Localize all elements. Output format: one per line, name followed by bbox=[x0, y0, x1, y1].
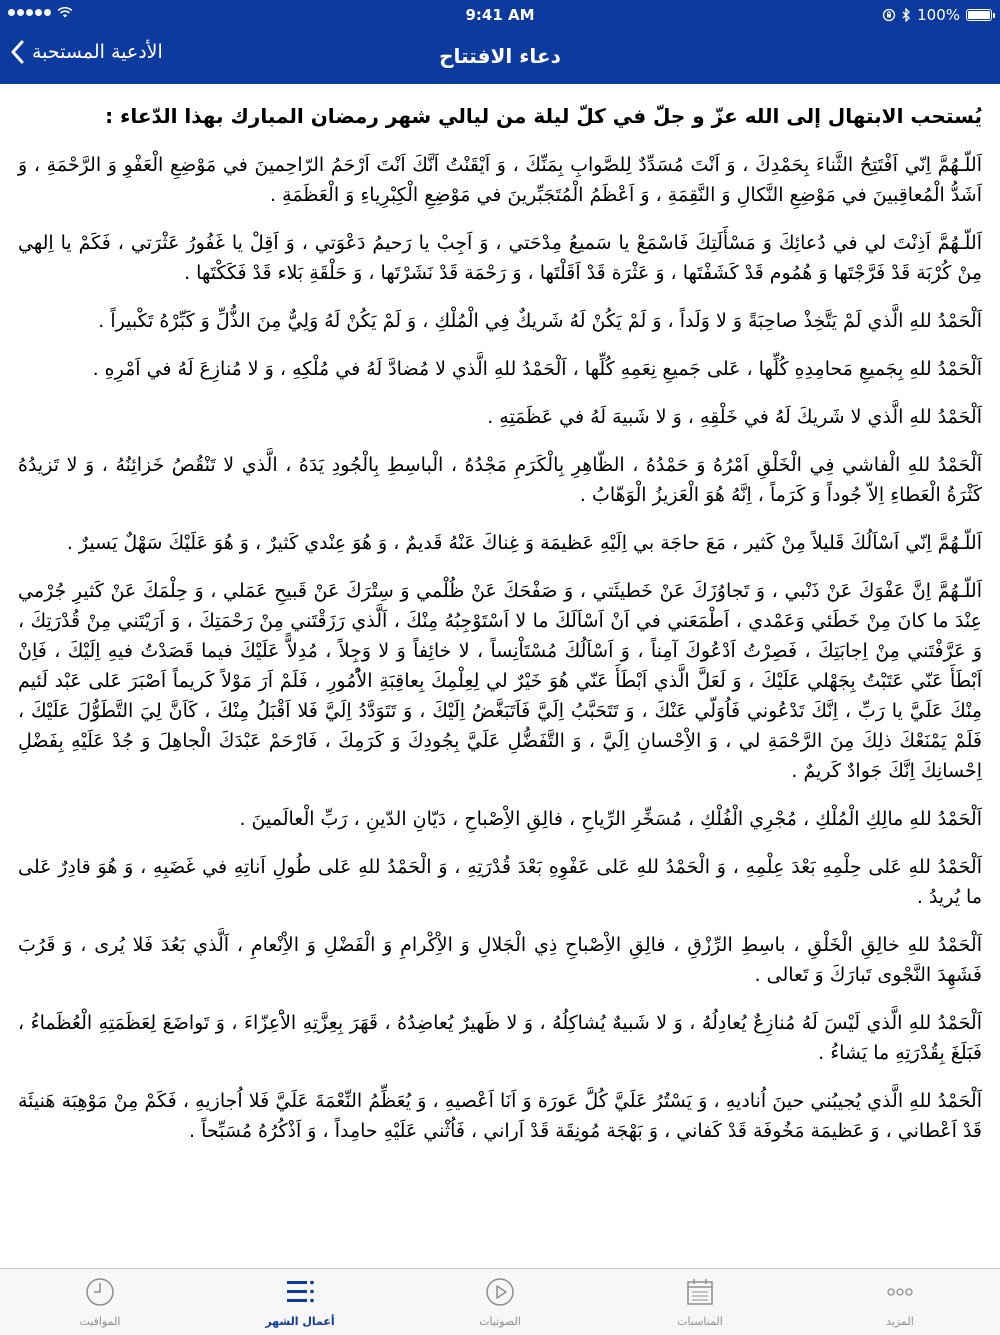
prayer-paragraph: اَلْحَمْدُ للهِ بِجَميعِ مَحامِدِهِ كُلِّها ، عَلى جَميعِ نِعَمِهِ كُلِّها ، اَلْحَمْدُ للهِ الَّذي لا مُضادَّ لَهُ في مُلْكِهِ ، وَ لا مُنازِعَ لَهُ في اَمْرِهِ . bbox=[92, 358, 982, 380]
tab-audio[interactable] bbox=[400, 1269, 600, 1335]
tab-more[interactable] bbox=[800, 1269, 1000, 1335]
page-title: دعاء الافتتاح bbox=[439, 44, 561, 68]
status-bar bbox=[0, 0, 1000, 30]
prayer-paragraph: اَلْحَمْدُ للهِ خالِقِ الْخَلْقِ ، باسِطِ الرِّزْقِ ، فالِقِ الاِْصْباحِ ذِي الْجَلالِ وَ الاِْكْرامِ وَ الْفَضْلِ وَ الاِْنْعامِ ، اَلَّذي بَعُدَ فَلا يُرى ، وَ قَرُبَ فَشَهِدَ النَّجْوى تَبارَكَ وَ تَعالى . bbox=[18, 934, 982, 986]
play-icon bbox=[483, 1275, 517, 1309]
intro-text: يُستحب الابتهال إلى الله عزّ و جلّ في كلّ ليلة من ليالي شهر رمضان المبارك بهذا الدّعاء : bbox=[105, 104, 982, 128]
prayer-paragraph: اَلْحَمْدُ للهِ مالِكِ الْمُلْكِ ، مُجْرِي الْفُلْكِ ، مُسَخِّرِ الرِّياحِ ، فالِقِ الاِْصْباحِ ، دَيّانِ الدّينِ ، رَبِّ الْعالَمينَ . bbox=[239, 808, 982, 830]
tab-label: أعمال الشهر bbox=[265, 1315, 335, 1328]
more-icon bbox=[883, 1275, 917, 1309]
prayer-paragraph: اَلْحَمْدُ للهِ الَّذي لا شَريكَ لَهُ في خَلْقِهِ ، وَ لا شَبيهَ لَهُ في عَظَمَتِهِ . bbox=[487, 406, 982, 428]
tab-bar bbox=[0, 1268, 1000, 1335]
prayer-paragraph: اَللّـهُمَّ اَذِنْتَ لي في دُعائِكَ وَ مَسْأَلَتِكَ فَاسْمَعْ يا سَميعُ مِدْحَتي ، وَ اَجِبْ يا رَحيمُ دَعْوَتي ، وَ اَقِلْ يا غَفُورُ عَثْرَتي ، فَكَمْ يا اِلهي مِنْ كُرْبَة قَدْ فَرَّجْتَها وَ هُمُوم قَدْ كَشَفْتَها ، وَ عَثْرَة قَدْ اَقَلْتَها ، وَ رَحْمَة قَدْ نَشَرْتَها ، وَ حَلْقَةِ بَلاء قَدْ فَكَكْتَها . bbox=[18, 232, 982, 284]
tab-timings[interactable] bbox=[0, 1269, 200, 1335]
tab-label: الصوتيات bbox=[479, 1315, 521, 1328]
list-icon bbox=[283, 1275, 317, 1309]
prayer-content[interactable] bbox=[0, 84, 1000, 1268]
tab-month-deeds[interactable] bbox=[200, 1269, 400, 1335]
status-right bbox=[882, 6, 992, 24]
battery-percent: 100% bbox=[917, 6, 960, 24]
bluetooth-icon bbox=[902, 8, 911, 22]
prayer-paragraph: اَلْحَمْدُ للهِ عَلى حِلْمِهِ بَعْدَ عِلْمِهِ ، وَ الْحَمْدُ للهِ عَلى عَفْوِهِ بَعْدَ قُدْرَتِهِ ، وَ الْحَمْدُ للهِ عَلى طُولِ اَناتِهِ في غَضَبِهِ ، وَ هُوَ قادِرٌ عَلى ما يُريدُ . bbox=[18, 856, 982, 908]
prayer-paragraph: اَللّـهُمَّ اِنّي اَفْتَتِحُ الثَّناءَ بِحَمْدِكَ ، وَ اَنْتَ مُسَدِّدٌ لِلصَّوابِ بِمَنِّكَ ، وَ اَيْقَنْتُ اَنَّكَ اَنْتَ اَرْحَمُ الرّاحِمينَ في مَوْضِعِ الْعَفْوِ وَ الرَّحْمَةِ ، وَ اَشَدُّ الْمُعاقِبينَ في مَوْضِعِ النَّكالِ وَ النَّقِمَةِ ، وَ اَعْظَمُ الْمُتَجَبِّرينَ في مَوْضِعِ الْكِبْرِياءِ وَ الْعَظَمَةِ . bbox=[18, 154, 982, 206]
calendar-icon bbox=[683, 1275, 717, 1309]
navigation-bar bbox=[0, 30, 1000, 84]
prayer-paragraph: اَللّـهُمَّ اِنَّ عَفْوَكَ عَنْ ذَنْبي ، وَ تَجاوُزَكَ عَنْ خَطيئَتي ، وَ صَفْحَكَ عَنْ ظُلْمي وَ سِتْرَكَ عَنْ قَبيحِ عَمَلي ، وَ حِلْمَكَ عَنْ كَثيرِ جُرْمي عِنْدَ ما كانَ مِنْ خَطَئي وَعَمْدي ، اَطْمَعَني في اَنْ اَسْاَلَكَ ما لا اَسْتَوْجِبُهُ مِنْكَ ، اَلَّذي رَزَقْتَني مِنْ رَحْمَتِكَ ، وَ اَرَيْتَني مِنْ قُدْرَتِكَ ، وَ عَرَّفْتَني مِنْ اِجابَتِكَ ، فَصِرْتُ اَدْعُوكَ آمِناً ، وَ اَسْاَلُكَ مُسْتَاْنِساً ، لا خائِفاً وَ لا وَجِلاً ، مُدِلاًّ عَلَيْكَ فيما قَصَدْتُ فيهِ اِلَيْكَ ، فَاِنْ اَبْطَأَ عَنّي عَتَبْتُ بِجَهْلي عَلَيْكَ ، وَ لَعَلَّ الَّذي اَبْطَأَ عَنّي هُوَ خَيْرٌ لي لِعِلْمِكَ بِعاقِبَةِ الاُْمُورِ ، فَلَمْ اَرَ مَوْلاً كَريماً اَصْبَرَ عَلى عَبْد لَئيم مِنْكَ عَلَيَّ يا رَبِّ ، اِنَّكَ تَدْعُوني فَاُوَلّي عَنْكَ ، وَ تَتَحَبَّبُ اِلَيَّ فَاَتَبَغَّضُ اِلَيْكَ ، وَ تَتَوَدَّدُ اِلَيَّ فَلا اَقْبَلُ مِنْكَ ، كَاَنَّ لِيَ التَّطَوُّلَ عَلَيْكَ ، فَلَمْ يَمْنَعْكَ ذلِكَ مِنَ الرَّحْمَةِ لي ، وَ الاِْحْسانِ اِلَيَّ ، وَ التَّفَضُّلِ عَلَيَّ بِجُودِكَ وَ كَرَمِكَ ، فَارْحَمْ عَبْدَكَ الْجاهِلَ وَ جُدْ عَلَيْهِ بِفَضْلِ اِحْسانِكَ اِنَّكَ جَوادٌ كَريمٌ . bbox=[18, 580, 982, 782]
prayer-paragraph: اَلْحَمْدُ للهِ الَّذي لَيْسَ لَهُ مُنازِعٌ يُعادِلُهُ ، وَ لا شَبيهٌ يُشاكِلُهُ ، وَ لا ظَهيرٌ يُعاضِدُهُ ، قَهَرَ بِعِزَّتِهِ الاَْعِزّاءَ ، وَ تَواضَعَ لِعَظَمَتِهِ الْعُظَماءُ ، فَبَلَغَ بِقُدْرَتِهِ ما يَشاءُ . bbox=[18, 1012, 982, 1064]
tab-label: المواقيت bbox=[79, 1315, 121, 1328]
clock-icon bbox=[83, 1275, 117, 1309]
tab-label: المناسبات bbox=[677, 1315, 723, 1328]
prayer-paragraph: اَللّـهُمَّ اِنّي اَسْاَلُكَ قَليلاً مِنْ كَثير ، مَعَ حاجَة بي اِلَيْهِ عَظيمَة وَ غِناكَ عَنْهُ قَديمٌ ، وَ هُوَ عِنْدي كَثيرٌ ، وَ هُوَ عَلَيْكَ سَهْلٌ يَسيرٌ . bbox=[66, 532, 982, 554]
battery-icon bbox=[966, 9, 992, 21]
prayer-paragraph: اَلْحَمْدُ للهِ الَّذي لَمْ يَتَّخِذْ صاحِبَةً وَ لا وَلَداً ، وَ لَمْ يَكُنْ لَهُ شَريكٌ فِي الْمُلْكِ ، وَ لَمْ يَكُنْ لَهُ وَلِيٌّ مِنَ الذُّلِّ وَ كَبِّرْهُ تَكْبيراً . bbox=[98, 310, 982, 332]
tab-occasions[interactable] bbox=[600, 1269, 800, 1335]
orientation-lock-icon bbox=[882, 8, 896, 22]
tab-label: المزيد bbox=[886, 1315, 914, 1328]
prayer-paragraph: اَلْحَمْدُ للهِ الَّذي يُجيبُني حينَ اُناديهِ ، وَ يَسْتُرُ عَلَيَّ كُلَّ عَورَة وَ اَنَا اَعْصيهِ ، وَ يُعَظِّمُ النِّعْمَةَ عَلَيَّ فَلا اُجازيهِ ، فَكَمْ مِنْ مَوْهِبَة هَنيئَة قَدْ اَعْطاني ، وَ عَظيمَة مَخُوفَة قَدْ كَفاني ، وَ بَهْجَة مُونِقَة قَدْ اَراني ، فَاُثْني عَلَيْهِ حامِداً ، وَ اَذْكُرُهُ مُسَبِّحاً . bbox=[18, 1090, 982, 1142]
prayer-paragraph: اَلْحَمْدُ للهِ الْفاشي فِي الْخَلْقِ اَمْرُهُ وَ حَمْدُهُ ، الظّاهِرِ بِالْكَرَمِ مَجْدُهُ ، الْباسِطِ بِالْجُودِ يَدَهُ ، الَّذي لا تَنْقُصُ خَزائِنُهُ ، وَ لا تَزيدُهُ كَثْرَةُ الْعَطاءِ اِلاّ جُوداً وَ كَرَماً ، اِنَّهُ هُوَ الْعَزيزُ الْوَهّابُ . bbox=[18, 454, 982, 506]
status-time: 9:41 AM bbox=[465, 6, 535, 24]
back-button-label: الأدعية المستحبة bbox=[32, 41, 163, 63]
